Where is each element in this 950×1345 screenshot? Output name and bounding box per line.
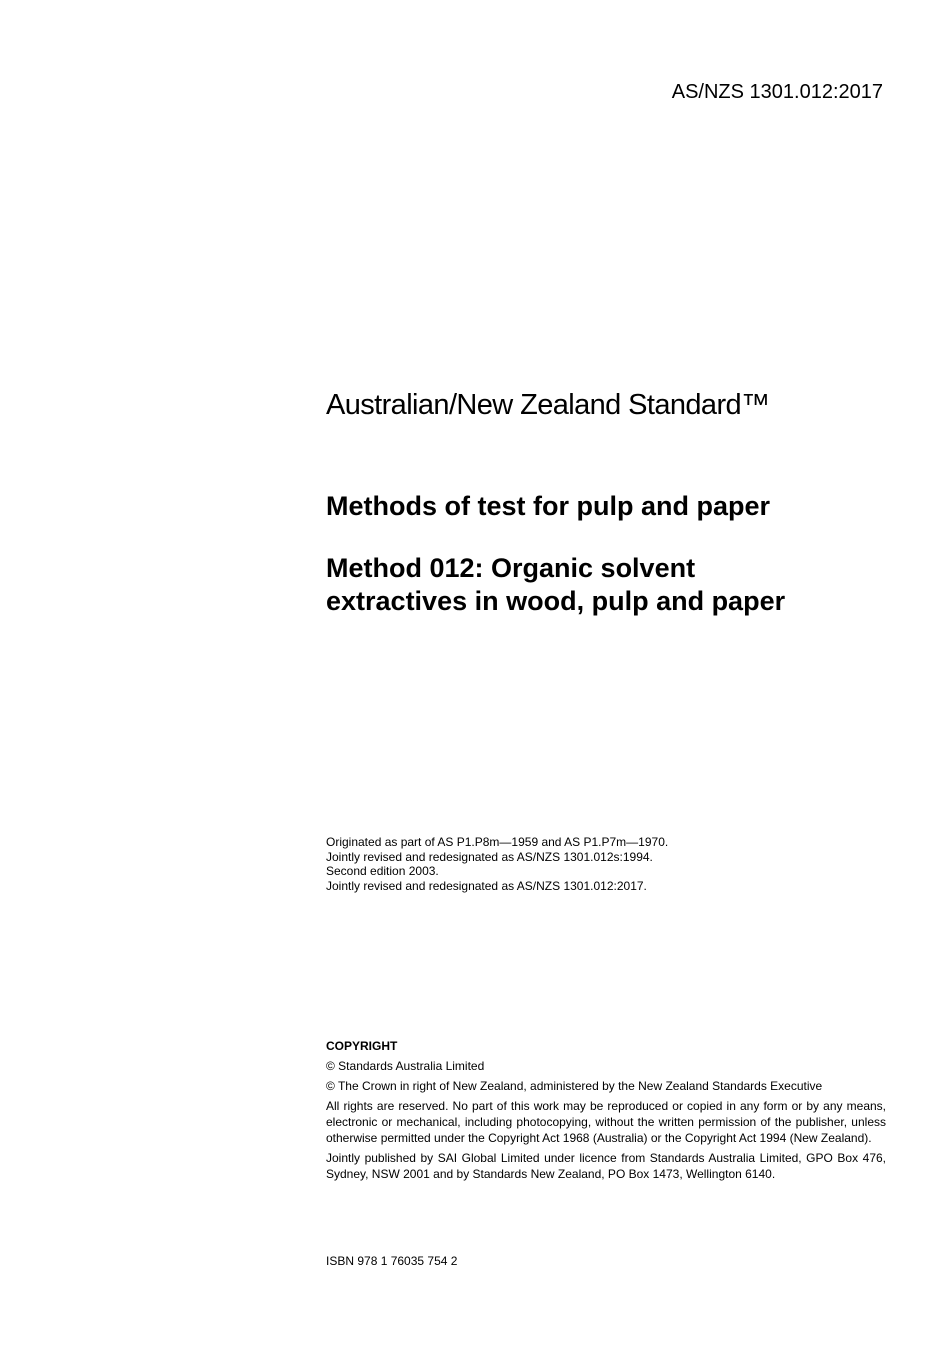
publisher-statement: Jointly published by SAI Global Limited under licence from Standards Australia Limited, GPO Box 476, Sydney, NSW 2001 and by Standards New Zealand, PO Box 1473, Wellington 6140. [326, 1151, 886, 1181]
method-title-line-2: extractives in wood, pulp and paper [326, 586, 786, 616]
copyright-standards-australia: © Standards Australia Limited [326, 1059, 485, 1073]
method-title [326, 552, 886, 618]
method-title-line-1: Method 012: Organic solvent [326, 553, 696, 583]
document-title: Methods of test for pulp and paper [326, 491, 770, 521]
history-line: Originated as part of AS P1.P8m—1959 and AS P1.P7m—1970. [326, 835, 669, 849]
rights-statement: All rights are reserved. No part of this work may be reproduced or copied in any form or by any means, electronic or mechanical, including photocopying, without the written permission of the publisher, unless otherwise permitted under the Copyright Act 1968 (Australia) or the Copyright Act 1994 (New Zealand). [326, 1099, 886, 1145]
edition-history [326, 835, 668, 893]
history-line: Jointly revised and redesignated as AS/NZS 1301.012s:1994. [326, 849, 653, 864]
copyright-block [326, 1038, 886, 1186]
history-line: Jointly revised and redesignated as AS/NZS 1301.012:2017. [326, 878, 647, 893]
isbn: ISBN 978 1 76035 754 2 [326, 1254, 458, 1268]
series-title: Australian/New Zealand Standard™ [326, 389, 770, 421]
history-line: Second edition 2003. [326, 864, 439, 879]
copyright-new-zealand: © The Crown in right of New Zealand, administered by the New Zealand Standards Executive [326, 1079, 823, 1093]
copyright-heading: COPYRIGHT [326, 1039, 398, 1053]
document-number: AS/NZS 1301.012:2017 [671, 81, 883, 103]
